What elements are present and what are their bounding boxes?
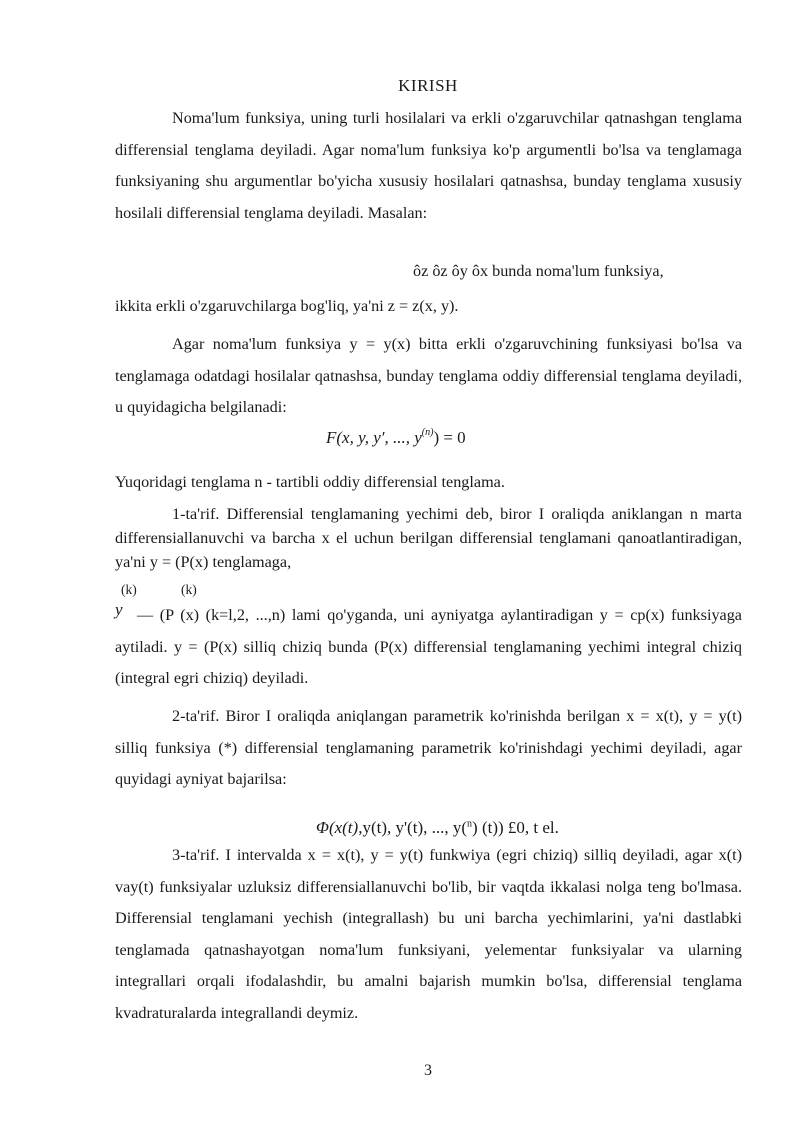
paragraph-definition-1-cont: — (P (x) (k=l,2, ...,n) lami qo'yganda, uni ayniyatga aylantiradigan y = cp(x) funksiyaga aytiladi. y = (P(x) silliq chiziq bunda (P(x) differensial tenglamaning yechimi integral chiziq (integral egri chiziq) deyiladi. [115,606,742,687]
superscript-k-2: (k) [181,582,197,597]
formula-identity-phi: Φ(x(t), [316,818,363,837]
paragraph-definition-3: 3-ta'rif. I intervalda x = x(t), y = y(t) funkwiya (egri chiziq) silliq deyiladi, agar x(t) vay(t) funksiyalar uzluksiz differensiallanuvchi bo'lib, bir vaqtda ikkalasi nolga teng bo'lmasa. Differensial tenglamani yechish (integrallash) bu uni barcha yechimlarini, ya'ni dastlabki tenglamada qatnashayotgan noma'lum funksiyani, yelementar funksiyalar va ularning integrallari orqali ifodalashdir, bu amalni bajarish mumkin bo'lsa, differensial tenglama kvadraturalarda integrallandi deymiz. [115,846,742,1022]
paragraph-ordinary: Agar noma'lum funksiya y = y(x) bitta erkli o'zgaruvchining funksiyasi bo'lsa va tenglamaga odatdagi hosilalar qatnashsa, bunday tenglama oddiy differensial tenglama deyiladi, u quyidagicha belgilanadi: [115,335,742,416]
superscript-k-1: (k) [121,582,137,597]
paragraph-definition-1: 1-ta'rif. Differensial tenglamaning yechimi deb, biror I oraliqda aniklangan n marta differensiallanuvchi va barcha x el uchun berilgan differensial tenglamani qanoatlantiradigan, ya'ni y = (P(x) tenglamaga, [115,505,742,571]
formula-identity-rest-a: y(t), y'(t), ..., y( [362,818,468,837]
text-line-order: Yuqoridagi tenglama n - tartibli oddiy differensial tenglama. [115,473,505,491]
formula-identity-rest-b: ) (t)) £0, t el. [472,818,559,837]
y-symbol: y [115,600,123,619]
page-title: KIRISH [398,76,458,95]
formula-ode-end: ) = 0 [433,428,466,447]
formula-ode-main: F(x, y, y′, ..., y [326,428,422,447]
formula-identity [316,818,559,838]
formula-line-partial: ôz ôz ôy ôx bunda noma'lum funksiya, [413,262,664,280]
text-line-variables: ikkita erkli o'zgaruvchilarga bog'liq, ya'ni z = z(x, y). [115,297,459,315]
formula-identity-order: n [467,818,473,830]
paragraph-intro: Noma'lum funksiya, uning turli hosilalari va erkli o'zgaruvchilar qatnashgan tenglama differensial tenglama deyiladi. Agar noma'lum funksiya ko'p argumentli bo'lsa va tenglamaga funksiyaning shu argumentlar bo'yicha xususiy hosilalari qatnashsa, bunday tenglama xususiy hosilali differensial tenglama deyiladi. Masalan: [115,109,742,222]
paragraph-definition-2: 2-ta'rif. Biror I oraliqda aniqlangan parametrik ko'rinishda berilgan x = x(t), y = y(t) silliq funksiya (*) differensial tenglamaning parametrik ko'rinishdagi yechimi deyiladi, agar quyidagi ayniyat bajarilsa: [115,707,742,788]
formula-ode-order: (n) [421,427,434,438]
page-number: 3 [424,1062,432,1079]
formula-ode [326,427,466,448]
